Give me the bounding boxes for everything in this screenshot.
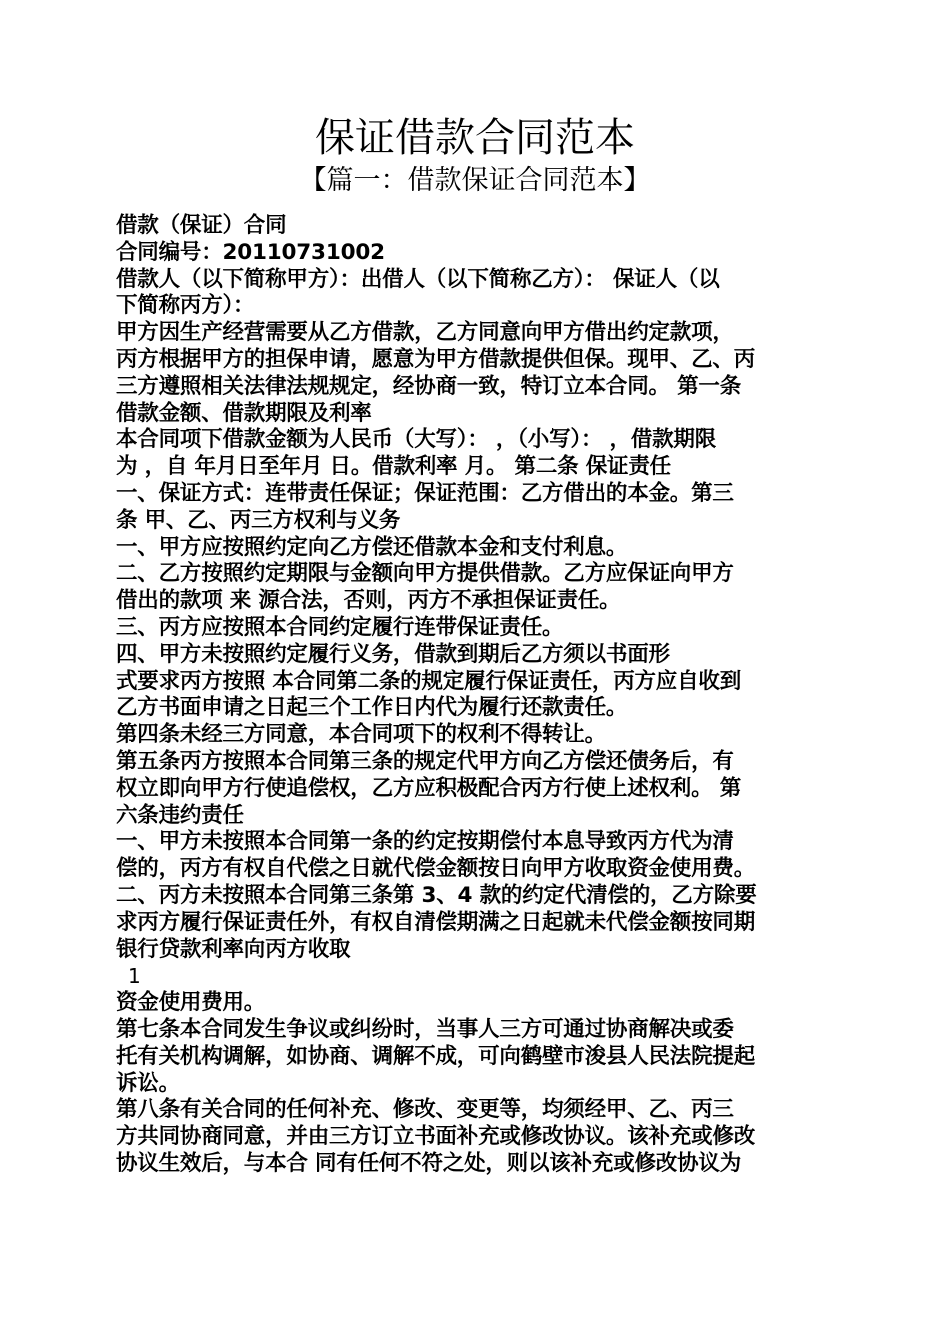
text-line: 四、甲方未按照约定履行义务，借款到期后乙方须以书面形 xyxy=(116,641,670,667)
text-line: 甲方因生产经营需要从乙方借款，乙方同意向甲方借出约定款项， xyxy=(116,320,734,346)
document-title: 保证借款合同范本 xyxy=(315,115,635,161)
body-text-block-continued xyxy=(116,990,836,1178)
text-line: 乙方书面申请之日起三个工作日内代为履行还款责任。 xyxy=(116,695,628,721)
text-line: 方共同协商同意，并由三方订立书面补充或修改协议。该补充或修改 xyxy=(116,1124,756,1150)
body-text-block xyxy=(116,213,836,963)
text-line: 条 甲、乙、丙三方权利与义务 xyxy=(116,507,401,533)
text-line: 银行贷款利率向丙方收取 xyxy=(116,936,351,962)
document-body xyxy=(116,213,836,1178)
text-line: 权立即向甲方行使追偿权，乙方应积极配合丙方行使上述权利。 第 xyxy=(116,775,741,801)
text-line: 第四条未经三方同意，本合同项下的权利不得转让。 xyxy=(116,722,606,748)
text-line: 借出的款项 来 源合法，否则，丙方不承担保证责任。 xyxy=(116,588,621,614)
text-line: 二、乙方按照约定期限与金额向甲方提供借款。乙方应保证向甲方 xyxy=(116,561,734,587)
document-subtitle: 【篇一：借款保证合同范本】 xyxy=(299,165,651,196)
text-line: 三方遵照相关法律法规规定，经协商一致，特订立本合同。 第一条 xyxy=(116,373,741,399)
text-line: 第七条本合同发生争议或纠纷时，当事人三方可通过协商解决或委 xyxy=(116,1016,734,1042)
text-line: 下简称丙方）： xyxy=(116,293,255,319)
text-line: 协议生效后，与本合 同有任何不符之处，则以该补充或修改协议为 xyxy=(116,1150,741,1176)
text-line: 资金使用费用。 xyxy=(116,990,266,1016)
text-line: 丙方根据甲方的担保申请，愿意为甲方借款提供但保。现甲、乙、丙 xyxy=(116,346,756,372)
text-line: 合同编号：20110731002 xyxy=(116,239,385,265)
text-line: 第五条丙方按照本合同第三条的规定代甲方向乙方偿还债务后，有 xyxy=(116,748,734,774)
text-line: 一、甲方应按照约定向乙方偿还借款本金和支付利息。 xyxy=(116,534,628,560)
text-line: 六条违约责任 xyxy=(116,802,244,828)
text-line: 式要求丙方按照 本合同第二条的规定履行保证责任，丙方应自收到 xyxy=(116,668,741,694)
text-line: 借款人（以下简称甲方）：出借人（以下简称乙方）： 保证人（以 xyxy=(116,266,720,292)
text-line: 三、丙方应按照本合同约定履行连带保证责任。 xyxy=(116,614,564,640)
text-line: 一、甲方未按照本合同第一条的约定按期偿付本息导致丙方代为清 xyxy=(116,829,734,855)
text-line: 偿的，丙方有权自代偿之日就代偿金额按日向甲方收取资金使用费。 xyxy=(116,856,756,882)
text-line: 借款金额、借款期限及利率 xyxy=(116,400,372,426)
text-line: 一、保证方式：连带责任保证；保证范围：乙方借出的本金。第三 xyxy=(116,480,734,506)
text-line: 求丙方履行保证责任外，有权自清偿期满之日起就未代偿金额按同期 xyxy=(116,909,756,935)
text-line: 借款（保证）合同 xyxy=(116,213,287,238)
text-line: 二、丙方未按照本合同第三条第 3、4 款的约定代清偿的，乙方除要 xyxy=(116,882,757,908)
page-number: 1 xyxy=(128,964,141,989)
text-line: 第八条有关合同的任何补充、修改、变更等，均须经甲、乙、丙三 xyxy=(116,1097,734,1123)
text-line: 为 ，自 年月日至年月 日。借款利率 月。 第二条 保证责任 xyxy=(116,454,671,480)
text-line: 诉讼。 xyxy=(116,1070,180,1096)
text-line: 本合同项下借款金额为人民币（大写）： ，（小写）： ，借款期限 xyxy=(116,427,717,453)
text-line: 托有关机构调解，如协商、调解不成，可向鹤壁市浚县人民法院提起 xyxy=(116,1043,756,1069)
